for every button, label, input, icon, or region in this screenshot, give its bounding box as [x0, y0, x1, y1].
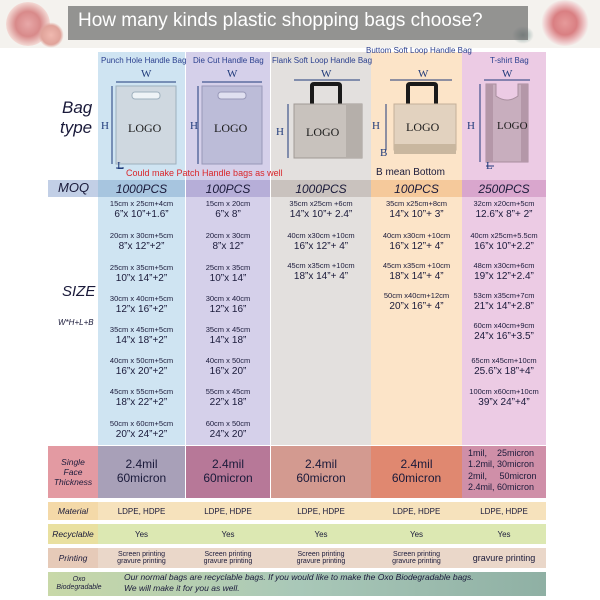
- size-inch: 18”x 14”+ 4”: [293, 270, 349, 282]
- thickness-option: 1mil, 25micron: [468, 448, 535, 458]
- page-title: How many kinds plastic shopping bags choose?: [78, 10, 483, 31]
- printing-screen: Screen printing: [117, 550, 166, 558]
- row-label-recyclable: Recyclable: [52, 529, 94, 539]
- thickness-micron: 60micron: [391, 471, 442, 486]
- list-item: [371, 292, 462, 312]
- size-inch: 6”x 8”: [215, 208, 241, 220]
- material-punch: LDPE, HDPE: [117, 506, 166, 516]
- thickness-mil: 2.4mil: [400, 457, 433, 471]
- material-diecut: LDPE, HDPE: [204, 506, 252, 516]
- moq-bottom: 100PCS: [394, 181, 439, 196]
- size-inch: 10”x 14”+2”: [115, 272, 168, 284]
- row-label-type: type: [60, 118, 93, 137]
- size-cm: 60cm x40cm+9cm: [473, 321, 535, 330]
- size-cm: 40cm x 50cm+5cm: [109, 356, 174, 365]
- thickness-micron: 60micron: [296, 471, 346, 486]
- size-cm: 50cm x 60cm+5cm: [109, 419, 174, 428]
- size-inch: 25.6”x 18”+4”: [474, 365, 534, 377]
- bag-h-label: H: [190, 120, 198, 132]
- recyclable-tshirt: Yes: [497, 529, 511, 539]
- b-mean-bottom-note: B mean Bottom: [376, 167, 445, 178]
- size-cm: 45cm x 55cm+5cm: [109, 387, 174, 396]
- size-cm: 50cm x40cm+12cm: [383, 291, 450, 300]
- list-item: [98, 295, 185, 315]
- size-cm: 32cm x20cm+5cm: [473, 199, 535, 208]
- list-item: [186, 200, 270, 220]
- printing-screen: Screen printing: [297, 550, 345, 558]
- size-inch: 10”x 14”: [209, 272, 247, 284]
- bag-w-label: W: [502, 68, 513, 80]
- list-item: [186, 326, 270, 346]
- row-label-material: Material: [57, 506, 89, 516]
- size-inch: 12”x 16”: [209, 303, 247, 315]
- list-item: [186, 420, 270, 440]
- bag-w-label: W: [418, 68, 429, 80]
- thickness-micron: 60micron: [116, 471, 167, 486]
- list-item: [462, 200, 546, 220]
- size-list-punch: [98, 200, 185, 445]
- size-inch: 20”x 24”+2”: [115, 428, 168, 440]
- header-tshirt: T-shirt Bag: [490, 56, 529, 65]
- size-inch: 8”x 12”+2”: [118, 240, 165, 252]
- thickness-mil: 2.4mil: [304, 457, 337, 471]
- size-cm: 53cm x35cm+7cm: [473, 291, 535, 300]
- label-face: Face: [63, 467, 83, 477]
- printing-punch: [98, 548, 185, 568]
- size-cm: 30cm x 40cm: [205, 294, 251, 303]
- bag-h-label: H: [372, 120, 380, 132]
- bottom-soft-loop-bag-drawing: [380, 72, 460, 164]
- size-cm: 15cm x 20cm: [205, 199, 251, 208]
- size-cm: 25cm x 35cm: [205, 263, 251, 272]
- header-bottom-soft-loop: Buttom Soft Loop Handle Bag: [366, 46, 472, 55]
- row-label-size: SIZE: [62, 283, 96, 300]
- recyclable-bottom: Yes: [409, 529, 424, 539]
- size-cm: 30cm x 40cm+5cm: [109, 294, 174, 303]
- size-cm: 48cm x30cm+6cm: [473, 261, 535, 270]
- label-biodegradable: Biodegradable: [56, 584, 102, 591]
- decorative-flower: [540, 0, 590, 46]
- list-item: [371, 232, 462, 252]
- bag-h-label: H: [276, 126, 284, 138]
- size-list-bottom: [371, 200, 462, 320]
- recyclable-flank: Yes: [314, 529, 328, 539]
- size-inch: 14”x 10”+ 3”: [389, 208, 444, 220]
- list-item: [462, 232, 546, 252]
- size-cm: 35cm x 45cm+5cm: [109, 325, 174, 334]
- patch-handle-note: Could make Patch Handle bags as well: [126, 168, 283, 178]
- printing-gravure: gravure printing: [392, 558, 441, 565]
- row-label-bag: Bag: [62, 98, 93, 117]
- list-item: [271, 200, 371, 220]
- title-banner: [0, 0, 600, 48]
- size-inch: 16”x 12”+ 4”: [389, 240, 444, 252]
- size-cm: 100cm x60cm+10cm: [469, 387, 539, 396]
- printing-gravure: gravure printing: [117, 558, 166, 565]
- size-inch: 24”x 20”: [209, 428, 247, 440]
- size-inch: 14”x 18”+2”: [115, 334, 168, 346]
- label-single: Single: [61, 457, 85, 467]
- bag-l-label: L: [117, 160, 124, 172]
- list-item: [462, 262, 546, 282]
- material-flank: LDPE, HDPE: [297, 506, 345, 516]
- list-item: [371, 262, 462, 282]
- size-inch: 20”x 16”+ 4”: [389, 300, 444, 312]
- size-cm: 40cm x30cm +10cm: [382, 231, 451, 240]
- bag-l-label: L: [486, 160, 493, 172]
- thickness-option: 2.4mil, 60micron: [468, 481, 535, 492]
- list-item: [186, 388, 270, 408]
- oxo-line: Our normal bags are recyclable bags. If you would like to make the Oxo Biodegradable bags.: [124, 572, 474, 582]
- list-item: [98, 232, 185, 252]
- size-inch: 16”x 20”: [209, 365, 247, 377]
- flank-soft-loop-bag-drawing: [280, 72, 370, 172]
- size-cm: 45cm x35cm +10cm: [382, 261, 451, 270]
- size-inch: 22”x 18”: [209, 396, 247, 408]
- printing-bottom: [371, 548, 462, 568]
- moq-diecut: 100PCS: [205, 181, 251, 196]
- printing-flank: [271, 548, 371, 568]
- bag-logo: LOGO: [214, 121, 248, 135]
- header-die-cut: Die Cut Handle Bag: [193, 56, 264, 65]
- list-item: [462, 388, 546, 408]
- size-cm: 55cm x 45cm: [205, 387, 251, 396]
- list-item: [271, 232, 371, 252]
- printing-screen: Screen printing: [392, 550, 441, 558]
- size-inch: 16”x 10”+2.2”: [474, 240, 534, 252]
- printing-gravure: gravure printing: [296, 558, 346, 565]
- size-cm: 40cm x30cm +10cm: [287, 231, 355, 240]
- size-cm: 65cm x45cm+10cm: [471, 356, 537, 365]
- size-cm: 20cm x 30cm: [205, 231, 251, 240]
- size-list-diecut: [186, 200, 270, 445]
- list-item: [98, 326, 185, 346]
- printing-tshirt: gravure printing: [472, 553, 536, 563]
- bag-h-label: H: [467, 120, 475, 132]
- size-inch: 18”x 22”+2”: [115, 396, 168, 408]
- list-item: [186, 232, 270, 252]
- size-inch: 16”x 12”+ 4”: [293, 240, 349, 252]
- size-list-tshirt: [462, 200, 546, 420]
- label-thickness: Thickness: [53, 477, 93, 487]
- thickness-mil: 2.4mil: [211, 457, 244, 471]
- header-flank-soft-loop: Flank Soft Loop Handle Bag: [272, 56, 373, 65]
- bag-w-label: W: [227, 68, 238, 80]
- recyclable-punch: Yes: [134, 529, 149, 539]
- printing-gravure: gravure printing: [203, 558, 253, 565]
- oxo-line: We will make it for you as well.: [124, 583, 240, 594]
- list-item: [98, 200, 185, 220]
- row-label-oxo: [48, 572, 110, 596]
- list-item: [371, 200, 462, 220]
- bag-h-label: H: [101, 120, 109, 132]
- size-inch: 14”x 10”+ 2.4”: [289, 208, 353, 220]
- thickness-option: 2mil, 50micron: [468, 470, 537, 481]
- label-oxo: Oxo: [72, 576, 86, 584]
- size-cm: 35cm x25cm +6cm: [289, 199, 353, 208]
- thickness-option: 1.2mil, 30micron: [468, 459, 535, 470]
- moq-punch: 1000PCS: [115, 181, 168, 196]
- bag-logo: LOGO: [497, 120, 528, 132]
- list-item: [462, 322, 546, 342]
- size-inch: 6”x 10”+1.6”: [114, 208, 169, 220]
- oxo-description: [124, 572, 474, 595]
- printing-diecut: [186, 548, 270, 568]
- bag-w-label: W: [141, 68, 152, 80]
- thickness-flank: [271, 457, 371, 486]
- printing-screen: Screen printing: [204, 550, 252, 558]
- list-item: [271, 262, 371, 282]
- list-item: [98, 357, 185, 377]
- header-punch-hole: Punch Hole Handle Bag: [101, 56, 187, 65]
- size-inch: 39”x 24”+4”: [478, 396, 530, 408]
- size-cm: 35cm x25cm+8cm: [385, 199, 448, 208]
- list-item: [98, 264, 185, 284]
- thickness-tshirt: [468, 448, 546, 493]
- size-cm: 35cm x 45cm: [205, 325, 251, 334]
- list-item: [98, 420, 185, 440]
- thickness-punch: [98, 457, 185, 486]
- list-item: [98, 388, 185, 408]
- row-label-moq: MOQ: [58, 180, 90, 195]
- size-cm: 15cm x 25cm+4cm: [109, 199, 174, 208]
- size-inch: 21”x 14”+2.8”: [474, 300, 534, 312]
- list-item: [186, 264, 270, 284]
- row-label-single-face-thickness: [48, 448, 98, 496]
- size-list-flank: [271, 200, 371, 300]
- size-inch: 24”x 16”+3.5”: [474, 330, 534, 342]
- bag-b-label: B: [380, 147, 388, 159]
- list-item: [186, 295, 270, 315]
- list-item: [462, 292, 546, 312]
- bag-logo: LOGO: [406, 120, 440, 134]
- material-tshirt: LDPE, HDPE: [480, 506, 528, 516]
- list-item: [186, 357, 270, 377]
- material-bottom: LDPE, HDPE: [392, 506, 441, 516]
- size-cm: 40cm x25cm+5.5cm: [470, 231, 538, 240]
- size-inch: 12.6”x 8”+ 2”: [475, 208, 533, 220]
- size-inch: 12”x 16”+2”: [115, 303, 168, 315]
- list-item: [462, 357, 546, 377]
- size-cm: 40cm x 50cm: [205, 356, 251, 365]
- size-inch: 18”x 14”+ 4”: [389, 270, 444, 282]
- thickness-bottom: [371, 457, 462, 486]
- size-inch: 14”x 18”: [209, 334, 247, 346]
- decorative-flower: [36, 20, 66, 48]
- size-cm: 60cm x 50cm: [205, 419, 251, 428]
- thickness-diecut: [186, 457, 270, 486]
- thickness-micron: 60micron: [203, 471, 253, 486]
- bag-logo: LOGO: [128, 121, 162, 135]
- thickness-mil: 2.4mil: [125, 457, 158, 471]
- size-formula: W*H+L+B: [58, 318, 94, 327]
- size-cm: 20cm x 30cm+5cm: [109, 231, 174, 240]
- recyclable-diecut: Yes: [221, 529, 235, 539]
- moq-flank: 1000PCS: [295, 181, 347, 196]
- size-inch: 16”x 20”+2”: [115, 365, 168, 377]
- size-inch: 19”x 12”+2.4”: [474, 270, 534, 282]
- row-label-printing: Printing: [58, 553, 88, 563]
- size-cm: 25cm x 35cm+5cm: [109, 263, 174, 272]
- moq-tshirt: 2500PCS: [478, 181, 530, 196]
- size-inch: 8”x 12”: [212, 240, 244, 252]
- size-cm: 45cm x35cm +10cm: [287, 261, 355, 270]
- bag-logo: LOGO: [306, 125, 340, 139]
- bag-w-label: W: [321, 68, 332, 80]
